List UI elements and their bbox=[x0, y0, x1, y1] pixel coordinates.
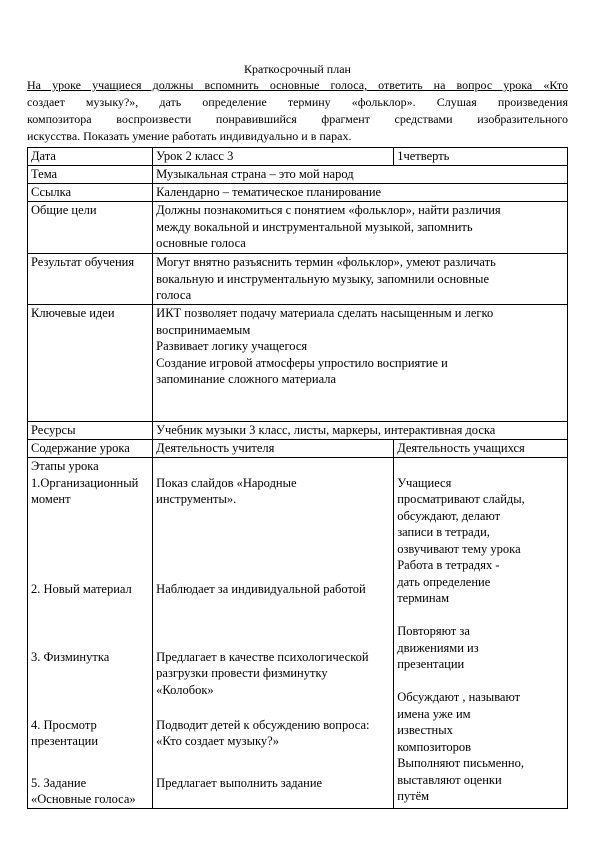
teacher-activity bbox=[156, 581, 390, 649]
topic-value: Музыкальная страна – это мой народ bbox=[153, 166, 568, 184]
student-line: Работа в тетрадях - bbox=[397, 558, 500, 572]
intro-paragraph bbox=[27, 77, 568, 145]
student-activity bbox=[397, 689, 564, 755]
stage-name-line: «Основные голоса» bbox=[31, 792, 136, 806]
intro-line: искусства. Показать умение работать индивидуально и в парах. bbox=[27, 129, 352, 143]
student-activity bbox=[397, 557, 564, 623]
stage-name bbox=[31, 475, 149, 581]
student-line: обсуждают, делают bbox=[397, 508, 501, 523]
row-topic bbox=[28, 166, 568, 184]
link-label: Ссылка bbox=[28, 184, 153, 202]
result-value bbox=[153, 254, 568, 305]
teacher-activity bbox=[156, 475, 390, 581]
teacher-line: «Колобок» bbox=[156, 682, 214, 697]
intro-line: создает музыку?», дать определение термину «фольклор». Слушая произведения bbox=[27, 95, 568, 109]
goals-line: между вокальной и инструментальной музыкой, запомнить bbox=[156, 219, 473, 234]
page-title: Краткосрочный план bbox=[244, 62, 351, 76]
stage-name-line: презентации bbox=[31, 734, 99, 748]
student-line: Выполняют письменно, bbox=[397, 756, 524, 770]
teacher-line: «Кто создает музыку?» bbox=[156, 734, 279, 748]
row-link bbox=[28, 184, 568, 202]
student-line: имена уже им bbox=[397, 706, 471, 721]
student-line: путём bbox=[397, 789, 430, 803]
row-header bbox=[28, 440, 568, 458]
stage-name bbox=[31, 717, 149, 775]
key-ideas-line: ИКТ позволяет подачу материала сделать насыщенным и легко bbox=[156, 306, 494, 320]
link-value: Календарно – тематическое планирование bbox=[153, 184, 568, 202]
teacher-line: Показ слайдов «Народные bbox=[156, 475, 297, 490]
student-line: известных bbox=[397, 723, 453, 737]
student-line: выставляют оценки bbox=[397, 772, 502, 787]
student-line: Обсуждают , называют bbox=[397, 690, 521, 704]
goals-value bbox=[153, 202, 568, 254]
result-label: Результат обучения bbox=[28, 254, 153, 305]
key-ideas-label: Ключевые идеи bbox=[28, 305, 153, 422]
student-line: презентации bbox=[397, 657, 465, 671]
stages-column bbox=[28, 458, 153, 809]
student-line: просматривают слайды, bbox=[397, 492, 525, 506]
teacher-column bbox=[153, 458, 394, 809]
student-line: композиторов bbox=[397, 739, 472, 754]
teacher-activity bbox=[156, 775, 390, 792]
row-date bbox=[28, 148, 568, 166]
goals-line: основные голоса bbox=[156, 236, 246, 250]
row-key-ideas bbox=[28, 305, 568, 422]
key-ideas-line: Развивает логику учащегося bbox=[156, 339, 308, 353]
stage-name bbox=[31, 581, 149, 649]
key-ideas-line: Создание игровой атмосферы упростило восприятие и bbox=[156, 355, 448, 370]
teacher-line: разгрузки провести физминутку bbox=[156, 666, 328, 680]
header-content: Содержание урока bbox=[28, 440, 153, 458]
stages-title: Этапы урока bbox=[31, 459, 99, 473]
student-activity bbox=[397, 475, 564, 558]
key-ideas-line: запоминание сложного материала bbox=[156, 372, 337, 386]
key-ideas-value bbox=[153, 305, 568, 422]
intro-line: композитора воспроизвести понравившийся фрагмент средствами изобразительного bbox=[27, 112, 568, 126]
stage-name-line: 4. Просмотр bbox=[31, 717, 97, 732]
stage-name-line: 2. Новый материал bbox=[31, 581, 132, 596]
result-line: вокальную и инструментальную музыку, запомнили основные bbox=[156, 271, 490, 286]
stage-name bbox=[31, 775, 149, 808]
date-lesson: Урок 2 класс 3 bbox=[153, 148, 394, 166]
teacher-line: Предлагает выполнить задание bbox=[156, 775, 323, 790]
student-line: терминам bbox=[397, 591, 450, 605]
stage-name-line: 1.Организационный bbox=[31, 475, 139, 490]
student-line: Учащиеся bbox=[397, 475, 452, 490]
date-quarter: 1четверть bbox=[394, 148, 568, 166]
stage-name-line: момент bbox=[31, 492, 71, 506]
student-line: дать определение bbox=[397, 574, 491, 589]
teacher-line: инструменты». bbox=[156, 492, 237, 506]
student-line: озвучивают тему урока bbox=[397, 541, 521, 556]
date-label: Дата bbox=[28, 148, 153, 166]
students-column bbox=[394, 458, 568, 809]
teacher-activity bbox=[156, 649, 390, 717]
resources-value: Учебник музыки 3 класс, листы, маркеры, интерактивная доска bbox=[153, 422, 568, 440]
student-line: Повторяют за bbox=[397, 624, 470, 638]
row-result bbox=[28, 254, 568, 305]
topic-label: Тема bbox=[28, 166, 153, 184]
teacher-line: Наблюдает за индивидуальной работой bbox=[156, 581, 366, 596]
lesson-plan-table bbox=[27, 147, 568, 809]
teacher-line: Подводит детей к обсуждению вопроса: bbox=[156, 717, 370, 732]
student-activity bbox=[397, 623, 564, 689]
intro-line: На уроке учащиеся должны вспомнить основные голоса, ответить на вопрос урока «Кто bbox=[27, 78, 568, 92]
stage-name-line: 3. Физминутка bbox=[31, 649, 110, 664]
student-activity bbox=[397, 755, 564, 805]
goals-label: Общие цели bbox=[28, 202, 153, 254]
goals-line: Должны познакомиться с понятием «фольклор», найти различия bbox=[156, 203, 501, 217]
student-line: движениями из bbox=[397, 640, 479, 655]
row-goals bbox=[28, 202, 568, 254]
stage-name bbox=[31, 649, 149, 717]
key-ideas-line: воспринимаемым bbox=[156, 322, 251, 337]
row-stages bbox=[28, 458, 568, 809]
header-students: Деятельность учащихся bbox=[394, 440, 568, 458]
teacher-line: Предлагает в качестве психологической bbox=[156, 649, 369, 664]
resources-label: Ресурсы bbox=[28, 422, 153, 440]
row-resources bbox=[28, 422, 568, 440]
result-line: Могут внятно разъяснить термин «фольклор», умеют различать bbox=[156, 255, 496, 269]
result-line: голоса bbox=[156, 288, 192, 302]
student-line: записи в тетради, bbox=[397, 525, 490, 539]
teacher-activity bbox=[156, 717, 390, 775]
stage-name-line: 5. Задание bbox=[31, 775, 87, 790]
header-teacher: Деятельность учителя bbox=[153, 440, 394, 458]
